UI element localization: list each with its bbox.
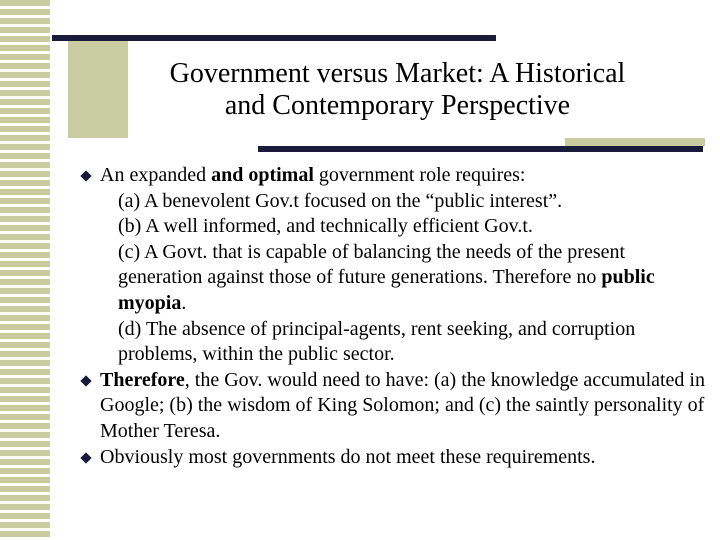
bullet-text: An expanded <box>100 164 212 186</box>
diamond-bullet-icon <box>80 452 91 463</box>
diamond-bullet-icon <box>80 170 91 181</box>
bullet-bold-text: Therefore <box>100 368 185 391</box>
title-rule-top <box>52 35 496 41</box>
bullet-text: , the Gov. would need to have: (a) the knowledge accumulated in Google; (b) the wisdom of King Solomon; and (c) the saintly personality of Mother Teresa. <box>100 368 705 442</box>
bullet-item <box>82 368 712 445</box>
sub-item-c-bold: public myopia <box>118 266 655 314</box>
title-rule-bottom <box>258 146 703 152</box>
bullet-item <box>82 163 712 368</box>
bullet-bold-text: and optimal <box>211 164 314 186</box>
sub-item-d: (d) The absence of principal-agents, rent seeking, and corruption problems, within the public sector. <box>118 317 636 366</box>
title-line-1: Government versus Market: A Historical <box>169 58 626 89</box>
bullet-item <box>82 445 712 471</box>
bullet-text: government role requires: <box>313 164 526 186</box>
sub-item-c <box>100 240 712 317</box>
bullet-text: Obviously most governments do not meet these requirements. <box>100 445 596 468</box>
slide-title <box>130 58 665 122</box>
title-line-2: and Contemporary Perspective <box>224 90 571 121</box>
decorative-stripes <box>0 0 50 540</box>
sub-item-c-end: . <box>181 291 187 314</box>
title-accent-block <box>68 40 128 138</box>
sub-item-c-text: (c) A Govt. that is capable of balancing the needs of the present generation against those of future generations. Therefore no <box>118 240 626 289</box>
slide-body <box>82 163 712 470</box>
diamond-bullet-icon <box>80 375 91 386</box>
sub-item-b: (b) A well informed, and technically efficient Gov.t. <box>118 215 533 238</box>
title-accent-bar <box>565 138 705 146</box>
sub-item-a: (a) A benevolent Gov.t focused on the “public interest”. <box>118 189 563 212</box>
